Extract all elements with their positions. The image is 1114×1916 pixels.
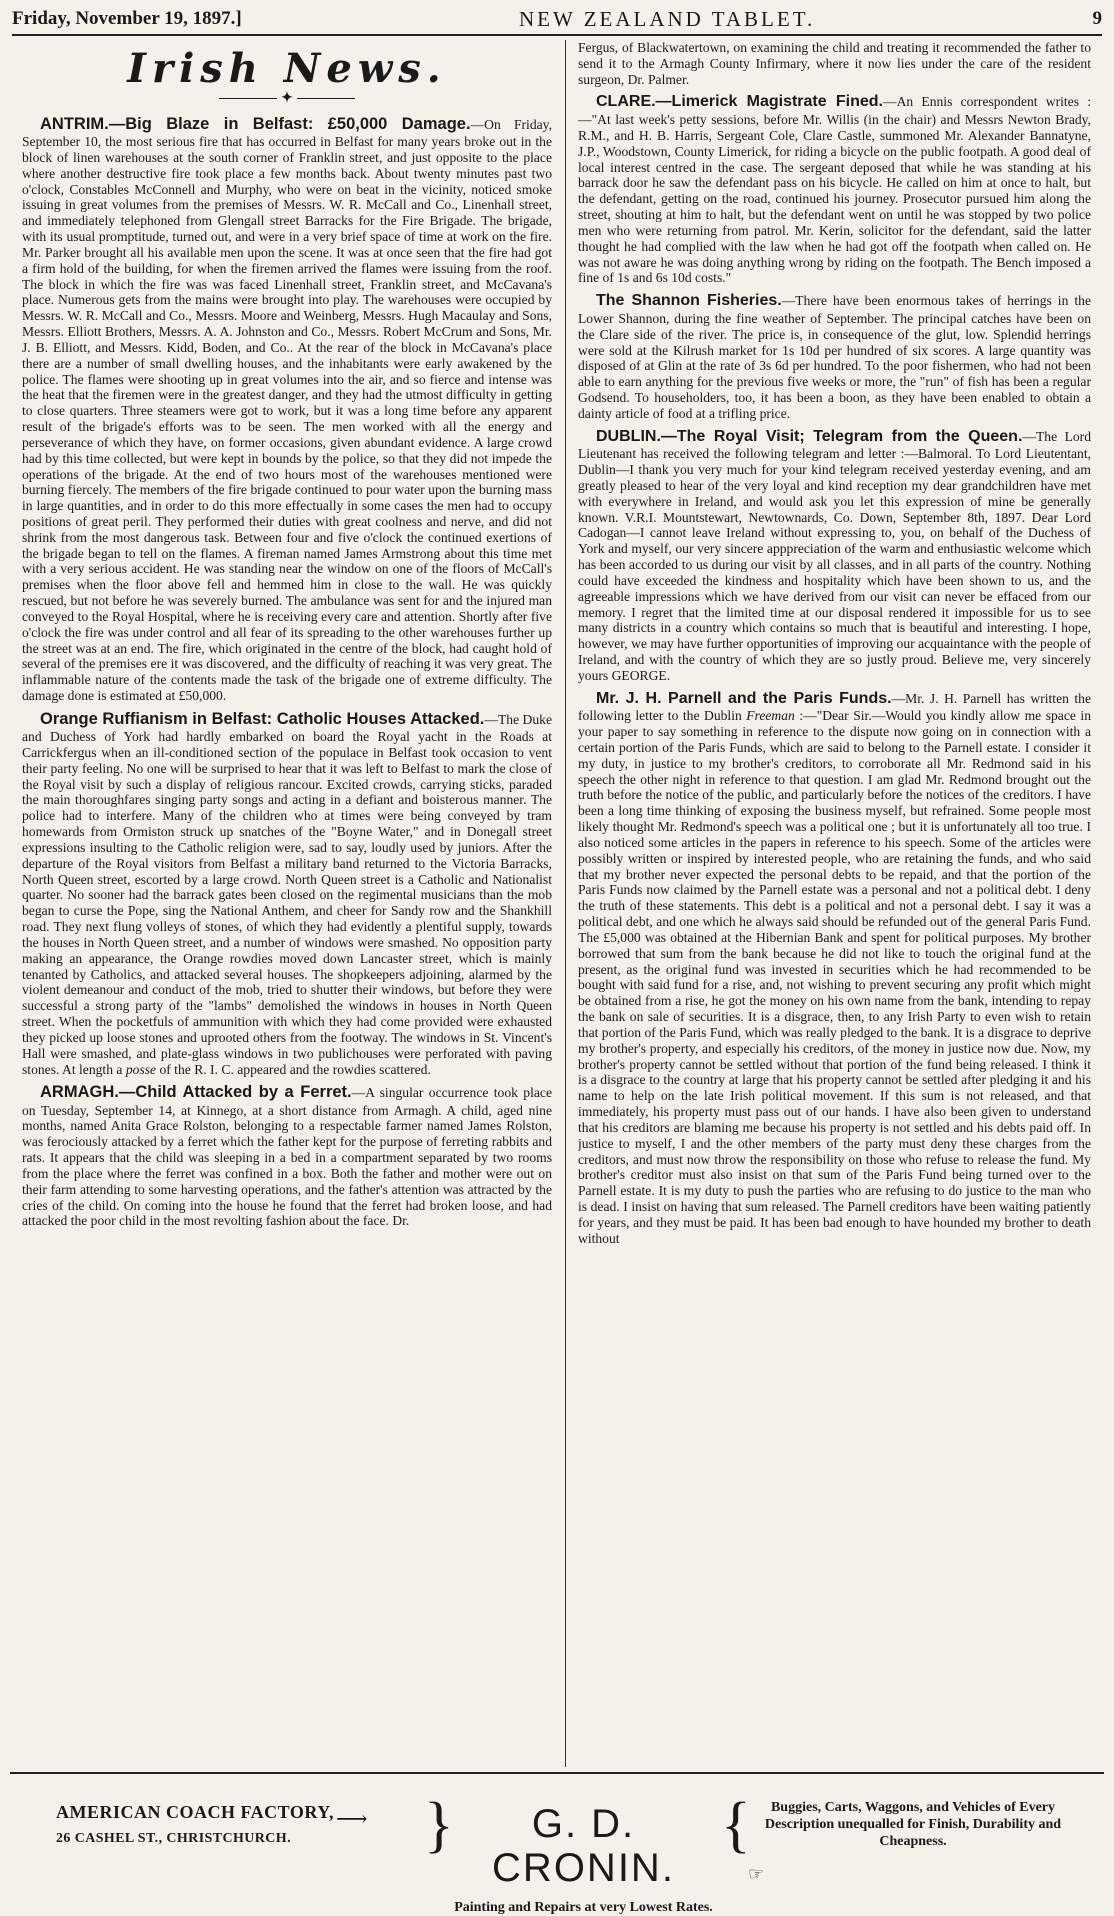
pointing-arrow-icon: ⟶ — [336, 1806, 368, 1831]
ad-business-name: G. D. CRONIN. — [492, 1802, 675, 1890]
italic-word: Freeman — [746, 708, 795, 724]
ornament-diamond-icon: ✦ — [281, 90, 293, 106]
ad-center-block — [446, 1802, 721, 1916]
right-column — [578, 40, 1091, 1767]
column-rule — [565, 40, 566, 1767]
article-body: :—"Dear Sir.—Would you kindly allow me space in your paper to say something in reference to the dispute now going on in connection with a certain portion of the Paris Funds, which are said to belong to the Parnell estate. I consider it my duty, in justice to my brother's creditors, to corroborate all Mr. Redmond said in his speech the other night in reference to that question. I am glad Mr. Redmond brought out the truth before the notice of the public, and particularly before the notices of the creditors. I have been a long time thinking of exposing the business myself, but refrained. Some people most likely thought Mr. Redmond's speech was a political one ; but it is unfortunately all too true. I also noticed some articles in the papers in reference to his speech. Some of the articles were possibly written or inspired by interested people, who are retaining the funds, and who said that my brother never expected the personal debts to be repaid, and that the portion of the Paris Funds now claimed by the Parnell estate was a personal and not a political debt. I deny the truth of these statements. This debt is a political and not a personal debt. I say it was a political debt, and one which he always said should be refunded out of the general Paris Fund. The £5,000 was obtained at the Hibernian Bank and spent for political purposes. My brother borrowed that sum from the bank because he did not like to touch the original fund at the present, as the original fund was invested in securities which he had recommended to be bought with said fund for a rise, and, not wishing to prevent securing any profit which might be obtained from a rise, he got the money on his own name from the bank, intending to repay the bank on sale of securities. It is a disgrace, then, to any Irish Party to even wish to retain that portion of the Paris Fund, which was really pledged to the bank. It is a disgrace to deprive my brother's property, and especially his creditors, of the money in justice now due. Now, my brother's property cannot be settled without that portion of the fund being released. I think it is a disgrace to the country at large that his property cannot be settled after pledging it and his name to help on the late Irish political movement. If this sum is not released, and that immediately, his property must pass out of our hands. I have also been given to understand that his creditors are blaming me because his property is not settled and his debts paid off. In justice to myself, I and the other members of the party must deny these charges from the creditors, and must now throw the responsibility on those who refuse to release the fund. My brother's creditor must also insist on that sum of the Paris Fund being turned over to the Parnell estate. It is my duty to push the parties who are refusing to do justice to the man who is dead. I insist on having that sum released. The Parnell creditors have been waiting patiently for years, and they must be paid. It has been bad enough to have hounded my brother to death without — [578, 708, 1091, 1246]
paper-title: NEW ZEALAND TABLET. — [519, 6, 816, 31]
ad-factory-name: AMERICAN COACH FACTORY, — [56, 1802, 335, 1822]
ad-address: 26 CASHEL ST., CHRISTCHURCH. — [56, 1831, 291, 1846]
footer-rule — [10, 1772, 1104, 1774]
article-orange — [22, 710, 552, 1077]
article-body: —The Duke and Duchess of York had hardly embarked on board the Royal yacht in the Roads at Carrickfergus when an ill-conditioned section of the populace in Belfast took occasion to vent their party feeling. No one will be surprised to hear that it was left to Belfast to mark the close of the Royal visit by such a display of religious rancour. Excited crowds, carrying sticks, paraded the main thoroughfares singing party songs and acting in a defiant and boisterous manner. The police had to interfere. Many of the children who at times were being conveyed by tram homewards from Ormiston struck up snatches of the "Boyne Water," and in Donegall street expressions insulting to the Catholic religion were, sad to say, loudly used by juniors. After the departure of the Royal visitors from Belfast a military band returned to the Victoria Barracks, North Queen street, escorted by a large crowd. North Queen street is a Catholic and Nationalist quarter. No sooner had the barrack gates been closed on the regimental musicians than the mob began to curse the Pope, sing the National Anthem, and cheer for Sandy row and the Shankhill road. They next flung volleys of stones, of which they had evidently a plentiful supply, towards the houses in North Queen street, and a number of windows were smashed. No opposition party making an appearance, the Orange rowdies moved down Lancaster street, which is mainly tenanted by Catholics, and attacked several houses. The shopkeepers adjoining, alarmed by the violent demeanour and conduct of the mob, tried to shutter their windows, but before they were successful a strong party of the "lambs" demolished the windows in houses in North Queen street. When the pocketfuls of ammunition with which they had come provided were exhausted they picked up loose stones and uprooted others from the footway. The windows in St. Vincent's Hall were smashed, and plate-glass windows in two publichouses were perforated with paving stones. At length a — [22, 711, 552, 1077]
section-title: Irish News. — [127, 45, 447, 92]
masthead — [12, 4, 1102, 36]
article-parnell — [578, 690, 1091, 1247]
hand-pointer-icon: ☞ — [748, 1864, 765, 1884]
italic-word: posse — [125, 1061, 157, 1077]
article-body: —On Friday, September 10, the most serious fire that has occurred in Belfast for many years broke out in the block of linen warehouses at the south corner of Franklin street, and just opposite to the place where another destructive fire took place a few months back. About twenty minutes past two o'clock, Constables McConnell and Murphy, who were on beat in the vicinity, noticed smoke issuing in great volumes from the premises of Messrs. W. R. McCall and Co., Linenhall street, and immediately telephoned from Glengall street Barracks for the Fire Brigade. The brigade, with its usual promptitude, turned out, and were in a very brief space of time at work on the fire. Mr. Parker brought all his available men upon the scene. It was at once seen that the fire had got a firm hold of the building, for when the firemen arrived the flames were issuing from the roof. The block in which the fire was was faced Linenhall street, Franklin street, and McCavana's place. Numerous gets from the mains were brought into play. The warehouses were occupied by Messrs. W. R. McCall and Co., Messrs. Moore and Weinberg, Messrs. Hugh Macaulay and Sons, Messrs. Elliott Brothers, Messrs. A. A. Johnston and Co., Messrs. Robert McCrum and Sons, Mr. J. B. Elliott, and Messrs. Kidd, Boden, and Co.. At the rear of the block in McCavana's place there are a number of small dwelling houses, and the inhabitants were early awakened by the police. The flames were shooting up in great volumes into the air, and so fierce and intense was the heat that the firemen were in the greatest danger, and they had the utmost difficulty in getting to close quarters. Three steamers were got to work, but it was a long time before any apparent result of the brigade's efforts was to be seen. The men worked with all the energy and perseverance of which they have, on former occasions, given abundant evidence. A large crowd had by this time collected, but were kept in bounds by the police, so that they did not impede the operations of the brigade. At the end of two hours most of the warehouses mentioned were burning fiercely. The members of the fire brigade continued to pour water upon the burning mass in large quantities, and in order to do this more effectually in some cases the men had to occupy positions of great peril. They performed their duties with great coolness and nerve, and did not shrink from the most dangerous task. Between four and five o'clock the continued exertions of the brigade began to tell on the flames. A fireman named James Armstrong about this time met with a very serious accident. He was standing near the window on one of the floors of McCall's premises when the floor above fell and hemmed him in close to the wall. He was quickly rescued, but not before he was severely burned. The ambulance was sent for and the injured man conveyed to the Royal Hospital, where he is receiving every care and attention. Shortly after five o'clock the fire was under control and all fear of its spreading to the other warehouses further up the street was at an end. The fire, which originated in the centre of the block, had caught hold of several of the premises ere it was discovered, and the difficulty of reaching it was very great. The inflammable nature of the contents made the task of the brigade one of extreme difficulty. The damage done is estimated at £50,000. — [22, 116, 552, 704]
article-heading: Mr. J. H. Parnell and the Paris Funds. — [596, 689, 892, 707]
article-body: —An Ennis correspondent writes :—"At last week's petty sessions, before Mr. Willis (in the chair) and Messrs Newton Brady, R.M., and H. B. Harris, Sergeant Cole, Clare Castle, summoned Mr. Alexander Bannatyne, J.P., Woodstown, County Limerick, for riding a bicycle on the public footpath. A good deal of local interest centred in the case. The sergeant deposed that while he was standing at his barrack door he saw the defendant pass on his bicycle. He called on him at once to halt, but the defendant, getting on the road, continued his journey. Prosecutor pursued him along the street, shouting at him to halt, but the defendant went on until he was stopped by two police men who were returning from patrol. Mr. Kerin, solicitor for the defendant, said the latter thought he had complied with the law when he had got off the footpath when called on. He was not aware he was doing anything wrong by riding on the footpath. The Bench imposed a fine of 1s and 6s 10d costs." — [578, 94, 1091, 286]
article-armagh-continued: Fergus, of Blackwatertown, on examining the child and treating it recommended the father to send it to the Armagh County Infirmary, where it now lies under the care of the resident surgeon, Dr. Palmer. — [578, 40, 1091, 87]
article-heading: Orange Ruffianism in Belfast: Catholic Houses Attacked. — [40, 709, 485, 728]
article-heading: ARMAGH.—Child Attacked by a Ferret. — [40, 1083, 352, 1102]
article-heading: The Shannon Fisheries. — [596, 292, 782, 310]
article-body: —A singular occurrence took place on Tuesday, September 14, at Kinnego, at a short distance from Armagh. A child, aged nine months, named Anita Grace Rolston, belonging to a respectable farmer named James Rolston, was ferociously attacked by a ferret which the father kept for the purpose of ferreting rabbits and rats. It appears that the child was sleeping in a bed in a compartment separated by two rooms from the place where the ferret was confined in a box. Both the father and mother were out on their farm attending to some harvesting operations, and the father's attention was attracted by the cries of the child. On coming into the house he found that the ferret had broken loose, and had attacked the poor child in the most revolting fashion about the face. Dr. — [22, 1085, 552, 1229]
article-shannon — [578, 292, 1091, 421]
left-column — [22, 40, 552, 1767]
ad-right-block: Buggies, Carts, Waggons, and Vehicles of Every Description unequalled for Finish, Durability and Cheapness. — [764, 1800, 1062, 1849]
page-number: 9 — [1092, 8, 1102, 29]
article-heading: CLARE.—Limerick Magistrate Fined. — [596, 93, 883, 111]
article-body-intro: —Mr. J. H. Parnell has written the following letter to the Dublin — [578, 690, 1091, 724]
ad-tagline: Painting and Repairs at very Lowest Rates. — [454, 1900, 713, 1915]
article-heading: DUBLIN.—The Royal Visit; Telegram from the Queen. — [596, 427, 1023, 445]
article-antrim — [22, 115, 552, 704]
article-heading: ANTRIM.—Big Blaze in Belfast: £50,000 Damage. — [40, 114, 471, 133]
advertisement — [36, 1791, 1078, 1915]
left-brace: } — [424, 1791, 454, 1859]
article-body: —The Lord Lieutenant has received the following telegram and letter :—Balmoral. To Lord Lieutentant, Dublin—I thank you very much for your kind telegram received yesterday evening, and am greatly pleased to hear of the very loyal and kind reception my dear grandchildren have met with everywhere in Ireland, and would ask you let this expression of mine be generally known. V.R.I. Mountstewart, Newtownards, Co. Down, September 8th, 1897. Dear Lord Cadogan—I cannot leave Ireland without expressing to, you, on behalf of the Duchess of York and myself, our very sincere apppreciation of the warm and enthusiastic welcome which has been accorded to us during our visit by all classes, and in all parts of the country. Nothing could have exceeded the kindness and hospitality which have been shown to us, and the agreeable impressions which we have derived from our visit can never be effaced from our memory. I regret that the limited time at our disposal rendered it impossible for us to see many districts in a country which contains so much that is beautiful and interesting. I hope, however, we may have further opportunities of improving our acquaintance with the people of Ireland, and with the country of which they are so justly proud. Believe me, very sincerely yours GEORGE. — [578, 428, 1091, 683]
issue-date: Friday, November 19, 1897.] — [12, 8, 242, 29]
article-dublin — [578, 428, 1091, 684]
article-armagh — [22, 1083, 552, 1229]
article-body-tail: of the R. I. C. appeared and the rowdies scattered. — [156, 1061, 431, 1077]
title-ornament — [22, 91, 552, 107]
article-body: —There have been enormous takes of herrings in the Lower Shannon, during the fine weather of September. The principal catches have been on the Clare side of the river. The price is, in consequence of the glut, low. Splendid herrings were sold at the Kilrush market for 1s 10d per hundred of six scores. A large quantity was disposed of at Glin at the rate of 3s 6d per hundred. To the poor fishermen, who had not been able to earn anything for the previous five weeks or more, the "run" of fish has been a regular Godsend. To householders, too, it has been a boon, as they have been enabled to obtain a dainty article of food at a trifling price. — [578, 293, 1091, 421]
right-brace: { — [721, 1791, 751, 1859]
article-clare — [578, 93, 1091, 286]
ad-left-block — [56, 1802, 334, 1847]
